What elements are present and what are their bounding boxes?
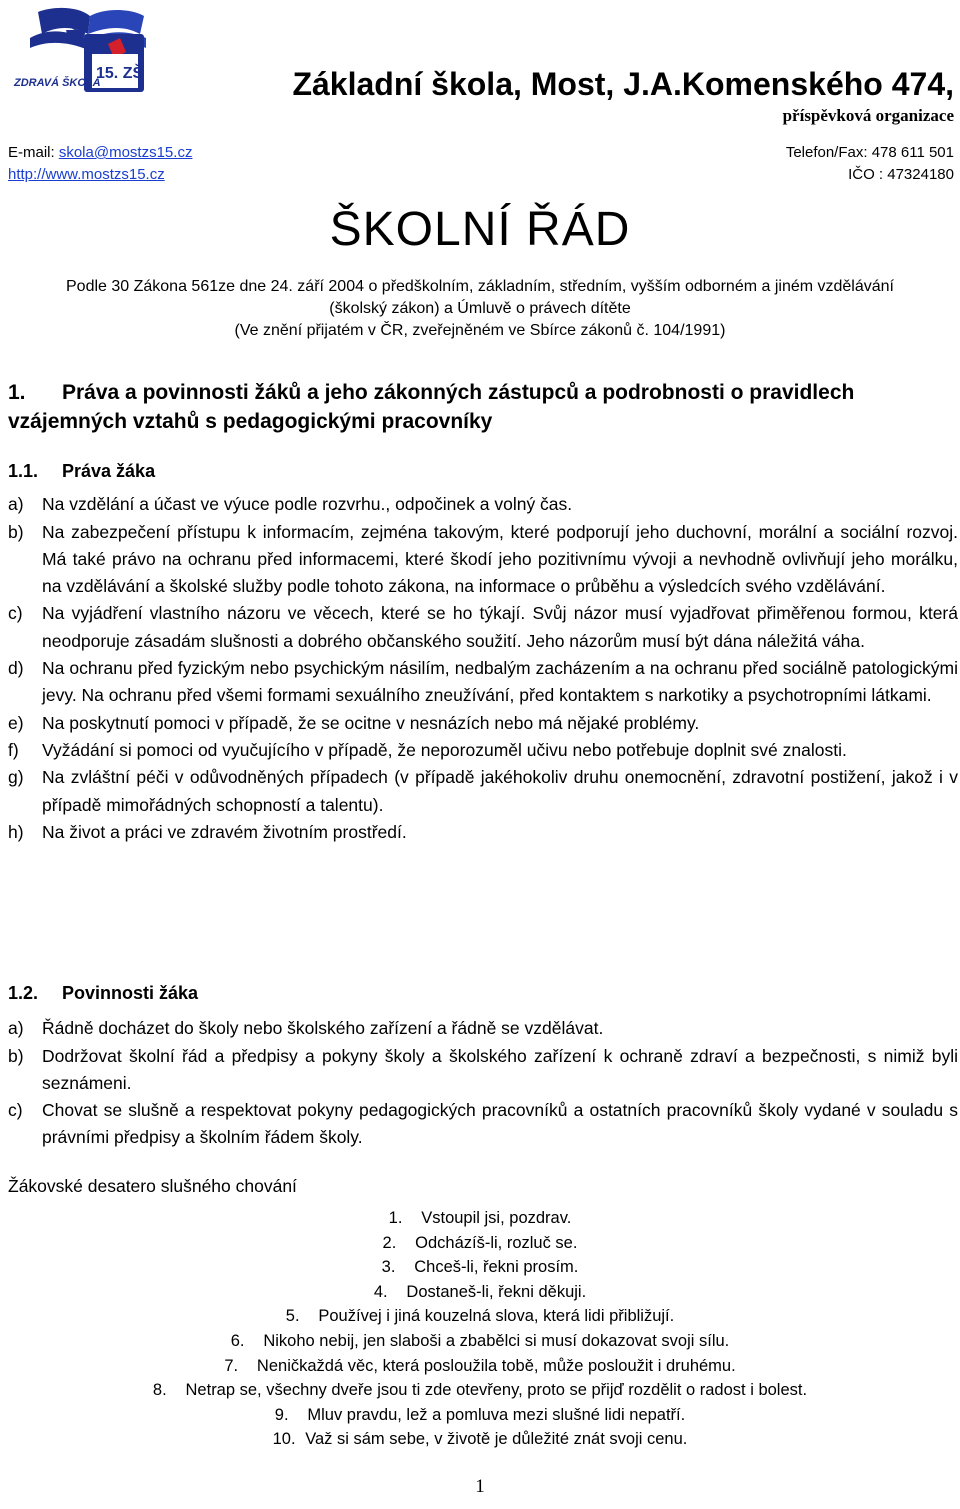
preamble-line: Podle 30 Zákona 561ze dne 24. září 2004 o předškolním, základním, středním, vyšším odborném a jiném vzdělávání (66, 278, 894, 295)
rule-item: 3. Chceš-li, řekni prosím. (381, 1258, 579, 1277)
page-number: 1 (475, 1476, 485, 1497)
section-title: Práva a povinnosti žáků a jeho zákonných zástupců a podrobnosti o pravidlech vzájemných vztahů s pedagogickými pracovníky (8, 381, 855, 433)
list-item: a) Řádně docházet do školy nebo školského zařízení a řádně se vzdělávat. (8, 1018, 604, 1039)
rule-item: 2. Odcházíš-li, rozluč se. (382, 1233, 578, 1252)
section-1-2 (8, 980, 958, 1152)
list-item: e) Na poskytnutí pomoci v případě, že se ocitne v nesnázích nebo má nějaké problémy. (8, 712, 700, 733)
rule-item: 9. Mluv pravdu, lež a pomluva mezi slušné lidi nepatří. (274, 1405, 686, 1424)
rule-item: 8. Netrap se, všechny dveře jsou ti zde otevřeny, proto se přijď rozdělit o radost i bolest. (152, 1381, 808, 1400)
rule-item: 6. Nikoho nebij, jen slaboši a zbabělci si musí dokazovat svoji sílu. (230, 1331, 730, 1350)
document-title: ŠKOLNÍ ŘÁD (329, 203, 631, 256)
list-item: g) Na zvláštní péči v odůvodněných případech (v případě jakéhokoliv druhu onemocnění, zdravotní postižení, jakož i v případě mimořádných schopností a talentu). (8, 767, 958, 815)
list-item: b) Na zabezpečení přístupu k informacím, zejména takovým, které podporují jeho duchovní, morální a sociální rozvoj. Má také právo na ochranu před informacemi, které škodí jeho pozitivnímu vývoji a nevhodně ovlivňují jeho morálku, na vzdělávání a školské služby podle tohoto zákona, na informace o průběhu a výsledcích svého vzdělávání. (8, 521, 958, 597)
website-link[interactable]: http://www.mostzs15.cz (8, 166, 165, 183)
section-1-2-heading (8, 980, 958, 1007)
email-label: E-mail: (8, 144, 55, 161)
section-number: 1.1. (8, 461, 39, 481)
section-number: 1. (8, 381, 26, 404)
list-item: c) Na vyjádření vlastního názoru ve věcech, které se ho týkají. Svůj názor musí vyjadřovat přiměřenou formou, která neodporuje zásadám slušnosti a dobrého občanského soužití. Jeho názorům musí být dána náležitá váha. (8, 603, 958, 651)
contact-left (8, 142, 192, 186)
desatero-title: Žákovské desatero slušného chování (8, 1176, 297, 1196)
list-item: d) Na ochranu před fyzickým nebo psychickým násilím, nedbalým zacházením a na ochranu před sociálně patologickými jevy. Na ochranu před všemi formami sexuálního zneužívání, před kontaktem s narkotiky a psychotropními látkami. (8, 658, 958, 706)
phone-fax: Telefon/Fax: 478 611 501 (785, 144, 954, 161)
preamble-line: (školský zákon) a Úmluvě o právech dítěte (329, 300, 631, 317)
logo-text: ZDRAVÁ ŠKOLA (14, 77, 101, 89)
list-item: b) Dodržovat školní řád a předpisy a pokyny školy a školského zařízení k ochraně zdraví a bezpečnosti, s nimiž byli seznámeni. (8, 1045, 958, 1093)
rule-item: 10. Važ si sám sebe, v životě je důležité znát svoji cenu. (272, 1430, 688, 1449)
desatero-list (0, 1206, 960, 1452)
email-line (8, 142, 192, 164)
rule-item: 7. Neničkaždá věc, která posloužila tobě, může posloužit i druhému. (224, 1356, 736, 1375)
list-item: c) Chovat se slušně a respektovat pokyny pedagogických pracovníků a ostatních pracovníků školy vydané v souladu s právními předpisy a školním řádem školy. (8, 1100, 958, 1148)
organization-type: příspěvková organizace (782, 106, 954, 125)
preamble (0, 276, 960, 342)
section-title: Povinnosti žáka (62, 983, 199, 1003)
section-number: 1.2. (8, 983, 39, 1003)
school-name: Základní škola, Most, J.A.Komenského 474, (292, 66, 954, 102)
contact-right (786, 142, 954, 186)
preamble-line: (Ve znění přijatém v ČR, zveřejněném ve Sbírce zákonů č. 104/1991) (234, 322, 726, 339)
list-item: a) Na vzdělání a účast ve výuce podle rozvrhu., odpočinek a volný čas. (8, 494, 573, 515)
section-1-1 (8, 458, 958, 846)
rule-item: 5. Používej i jiná kouzelná slova, která lidi přibližují. (285, 1307, 675, 1326)
list-item: h) Na život a práci ve zdravém životním prostředí. (8, 821, 407, 842)
section-title: Práva žáka (62, 461, 156, 481)
section-1-heading (8, 378, 958, 436)
logo-badge: 15. ZŠ (96, 65, 144, 82)
rule-item: 1. Vstoupil jsi, pozdrav. (388, 1209, 572, 1227)
section-1-1-heading (8, 458, 958, 485)
rule-item: 4. Dostaneš-li, řekni děkuji. (373, 1282, 587, 1301)
email-link[interactable]: skola@mostzs15.cz (58, 144, 193, 161)
list-item: f) Vyžádání si pomoci od vyučujícího v případě, že neporozuměl učivu nebo potřebuje doplnit své znalosti. (8, 739, 847, 760)
ico-number: IČO : 47324180 (848, 166, 954, 183)
school-logo (8, 4, 158, 104)
